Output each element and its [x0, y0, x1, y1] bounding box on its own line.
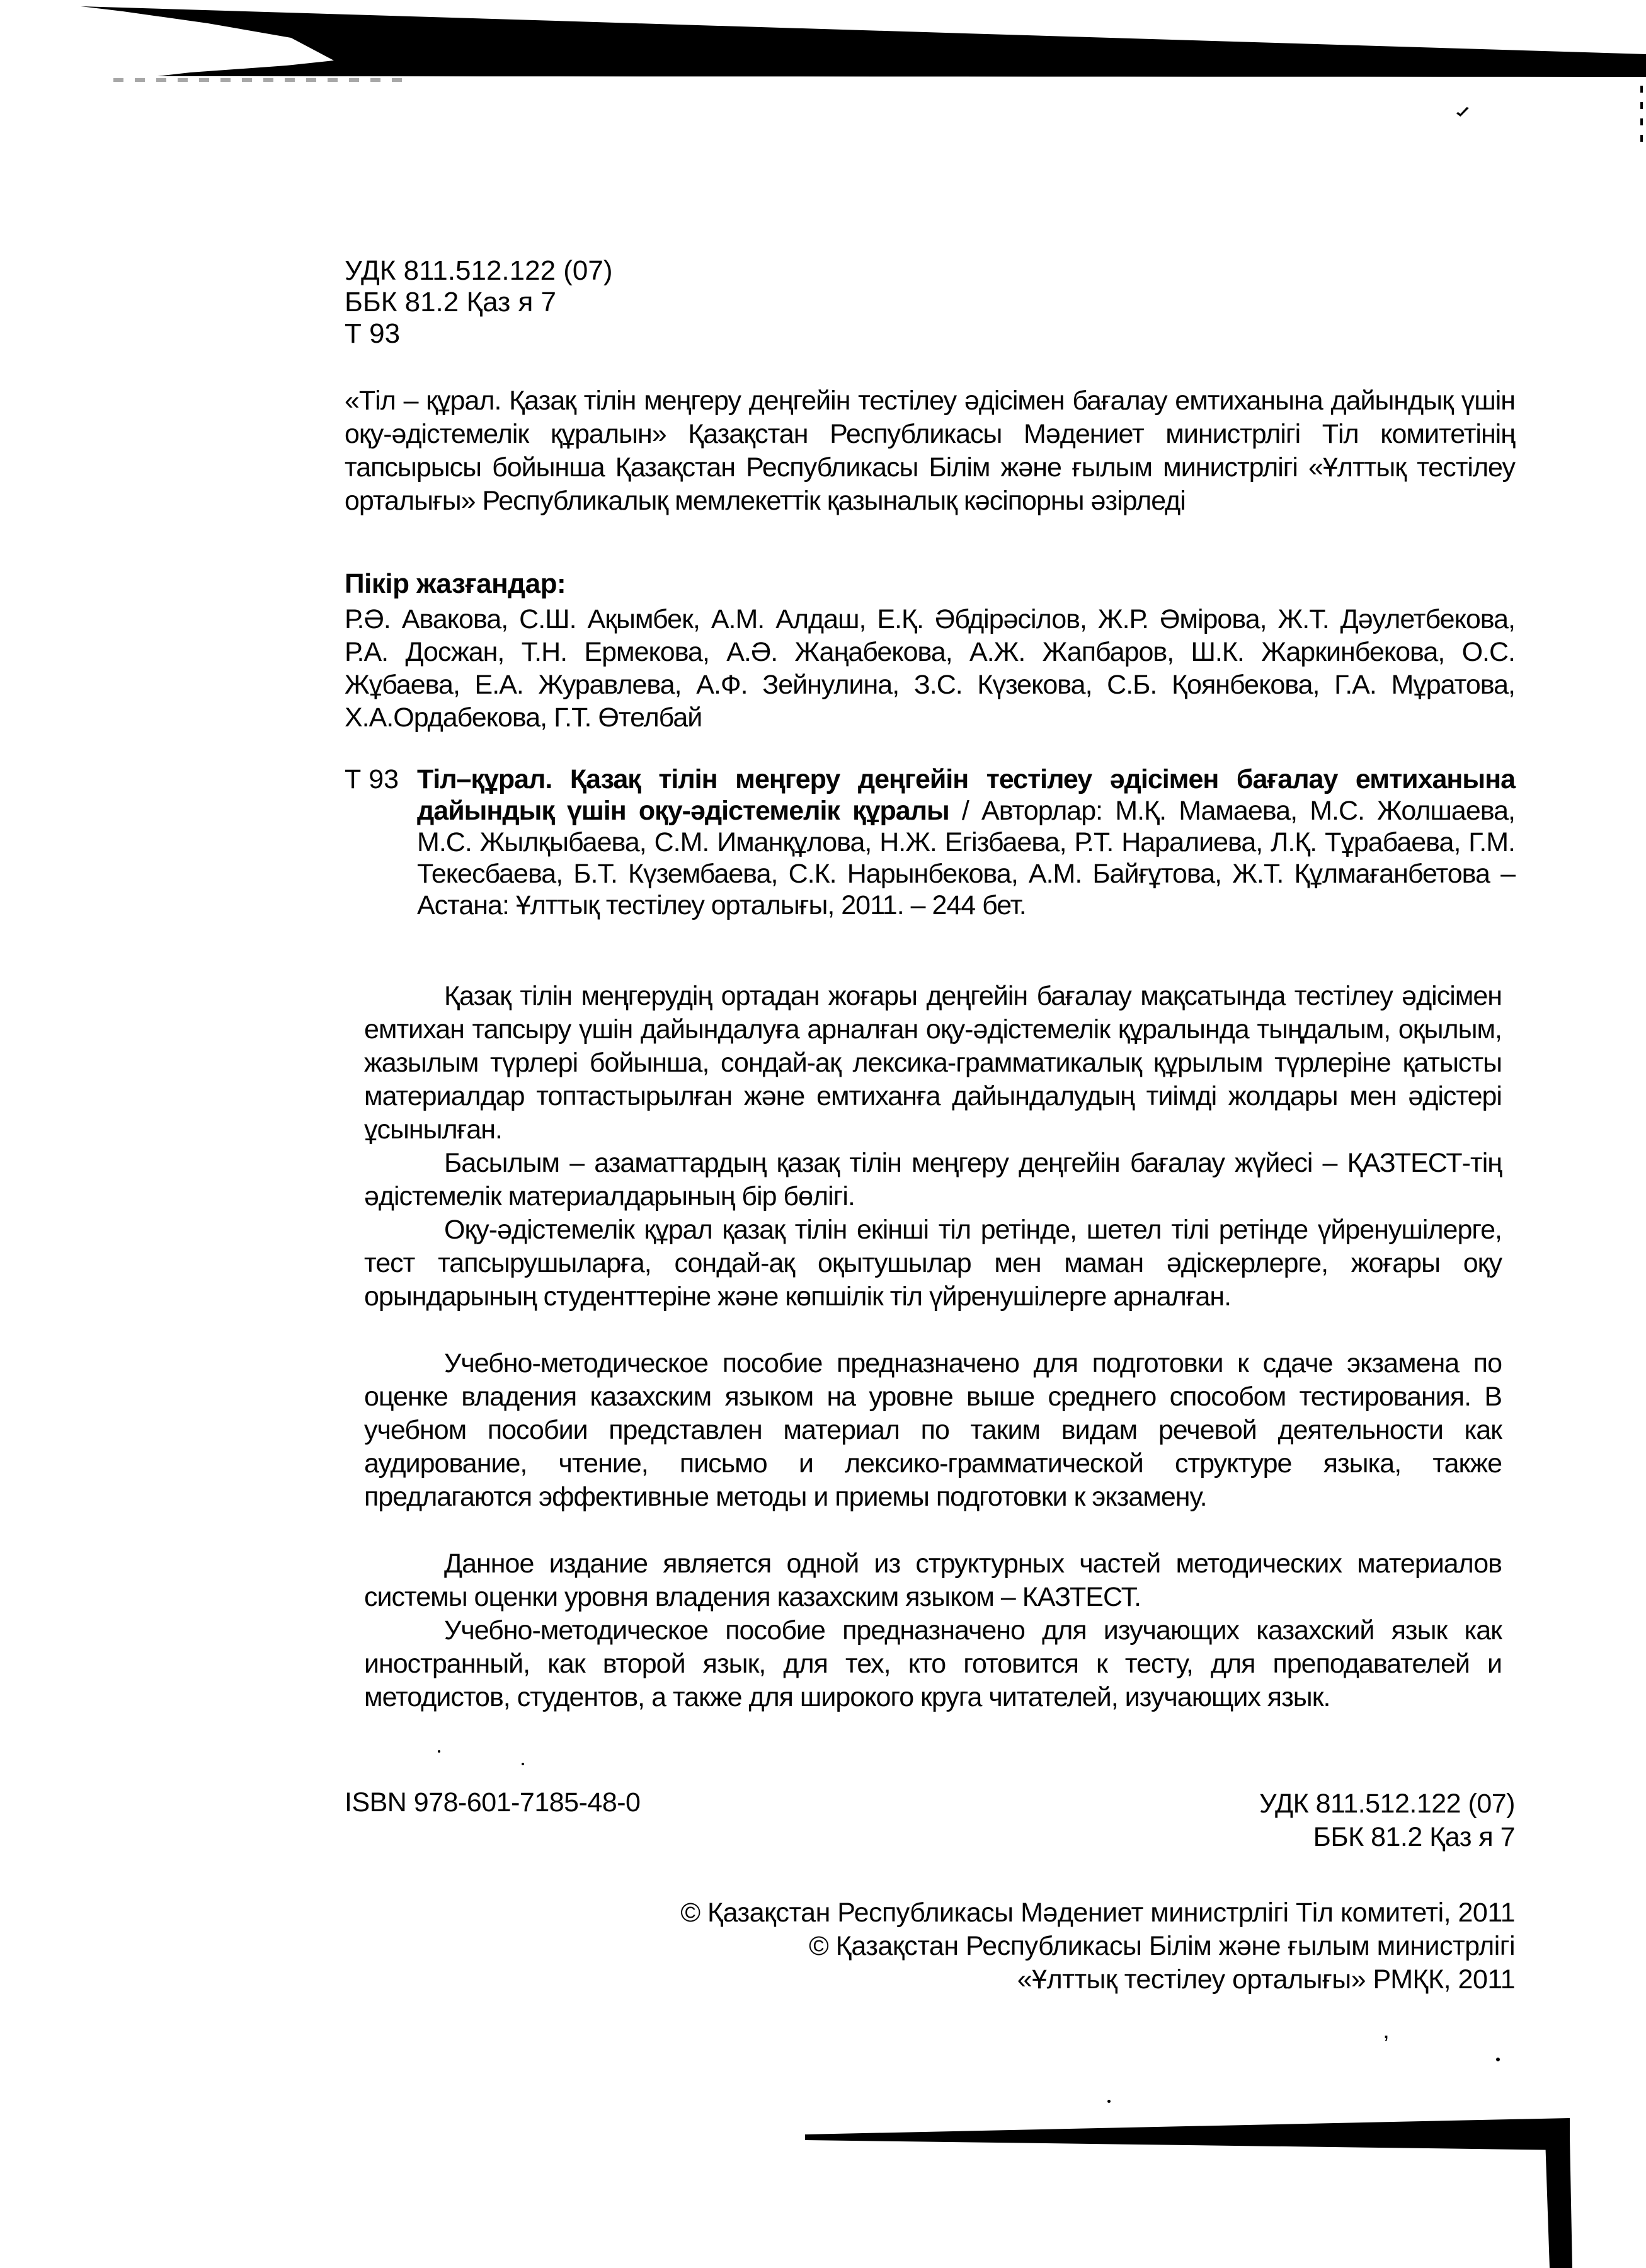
scan-dot	[522, 1763, 524, 1765]
copyright-block	[680, 1896, 1515, 1996]
catalog-entry-code: Т 93	[345, 764, 399, 794]
imprint-paragraph: «Тіл – құрал. Қазақ тілін меңгеру деңгейін тестілеу әдісімен бағалау емтиханына дайындық үшін оқу-әдістемелік құралын» Қазақстан Республикасы Мәдениет министрлігі Тіл комитетінің тапсырысы бойынша Қазақстан Республикасы Білім және ғылым министрлігі «Ұлттық тестілеу орталығы» Республикалық мемлекеттік қазыналық кәсіпорны әзірледі	[345, 386, 1515, 516]
scan-dot	[1496, 2058, 1500, 2061]
catalog-entry-title: Тіл–құрал. Қазақ тілін меңгеру деңгейін тестілеу әдісімен бағалау емтиханына дайындық үшін оқу-әдістемелік құралы	[417, 764, 1515, 826]
copyright-line-testing-center: «Ұлттық тестілеу орталығы» РМҚК, 2011	[1017, 1964, 1515, 1995]
annotation-paragraph-kk-2: Басылым – азаматтардың қазақ тілін меңгеру деңгейін бағалау жүйесі – ҚАЗТЕСТ-тің әдістемелік материалдарының бір бөлігі.	[364, 1148, 1502, 1211]
scan-dot	[438, 1750, 440, 1753]
copyright-line-education-ministry: © Қазақстан Республикасы Білім және ғылым министрлігі	[809, 1931, 1515, 1961]
copyright-line-culture-ministry: © Қазақстан Республикасы Мәдениет министрлігі Тіл комитеті, 2011	[680, 1898, 1515, 1928]
catalog-codes-top	[345, 255, 613, 350]
scan-dash-trail	[113, 78, 409, 82]
udk-code-right: УДК 811.512.122 (07)	[1259, 1789, 1515, 1819]
scan-dot	[1107, 2100, 1111, 2103]
scan-edge-marks	[1640, 86, 1643, 149]
scan-speck-comma: ‚	[1383, 2016, 1389, 2044]
scan-speck-check	[1456, 107, 1469, 117]
catalog-entry	[345, 764, 1515, 921]
catalog-entry-text	[417, 764, 1515, 921]
annotation-paragraph-ru-3: Учебно-методическое пособие предназначено для изучающих казахский язык как иностранный, как второй язык, для тех, кто готовится к тесту, для преподавателей и методистов, студентов, а также для широкого круга читателей, изучающих язык.	[364, 1615, 1502, 1712]
bbk-code-right: ББК 81.2 Қаз я 7	[1313, 1822, 1515, 1852]
scan-corner-mark-bottom-right	[800, 2114, 1646, 2268]
isbn: ISBN 978-601-7185-48-0	[345, 1787, 641, 1818]
annotation-paragraph-ru-2: Данное издание является одной из структурных частей методических материалов системы оценки уровня владения казахским языком – КАЗТЕСТ.	[364, 1549, 1502, 1612]
catalog-entry-authors: / Авторлар: М.Қ. Мамаева, М.С. Жолшаева, М.С. Жылқыбаева, С.М. Иманқұлова, Н.Ж. Егізбаева, Р.Т. Наралиева, Л.Қ. Тұрабаева, Г.М. Текесбаева, Б.Т. Күзембаева, С.К. Нарынбекова, А.М. Байғұтова, Ж.Т. Құлмағанбетова – Астана: Ұлттық тестілеу орталығы, 2011. – 244 бет.	[417, 796, 1515, 920]
annotation-paragraph-kk-1: Қазақ тілін меңгерудің ортадан жоғары деңгейін бағалау мақсатында тестілеу әдісімен емтихан тапсыру үшін дайындалуға арналған оқу-әдістемелік құралында тыңдалым, оқылым, жазылым түрлері бойынша, сондай-ақ лексика-грамматикалық құрылым түрлеріне қатысты материалдар топтастырылған және емтиханға дайындалудың тиімді жолдары мен әдістері ұсынылған.	[364, 981, 1502, 1145]
reviewers-list: Р.Ә. Авакова, С.Ш. Ақымбек, А.М. Алдаш, Е.Қ. Әбдірәсілов, Ж.Р. Әмірова, Ж.Т. Дәулетбекова, Р.А. Досжан, Т.Н. Ермекова, А.Ә. Жаңабекова, А.Ж. Жапбаров, Ш.К. Жаркинбекова, О.С. Жұбаева, Е.А. Журавлева, А.Ф. Зейнулина, З.С. Күзекова, С.Б. Қоянбекова, Г.А. Мұратова, Х.А.Ордабекова, Г.Т. Өтелбай	[345, 604, 1515, 733]
bbk-code: ББК 81.2 Қаз я 7	[345, 287, 556, 318]
catalog-codes-right	[1259, 1787, 1515, 1854]
reviewers-heading: Пікір жазғандар:	[345, 568, 566, 599]
udk-code: УДК 811.512.122 (07)	[345, 255, 613, 286]
author-sign-code: Т 93	[345, 318, 401, 349]
annotation-paragraph-ru-1: Учебно-методическое пособие предназначено для подготовки к сдаче экзамена по оценке владения казахским языком на уровне выше среднего способом тестирования. В учебном пособии представлен материал по таким видам речевой деятельности как аудирование, чтение, письмо и лексико-грамматической структуре языка, также предлагаются эффективные методы и приемы подготовки к экзамену.	[364, 1348, 1502, 1512]
annotation-paragraph-kk-3: Оқу-әдістемелік құрал қазақ тілін екінші тіл ретінде, шетел тілі ретінде үйренушілерге, тест тапсырушыларға, сондай-ақ оқытушылар мен маман әдіскерлерге, жоғары оқу орындарының студенттеріне және көпшілік тіл үйренушілерге арналған.	[364, 1215, 1502, 1312]
